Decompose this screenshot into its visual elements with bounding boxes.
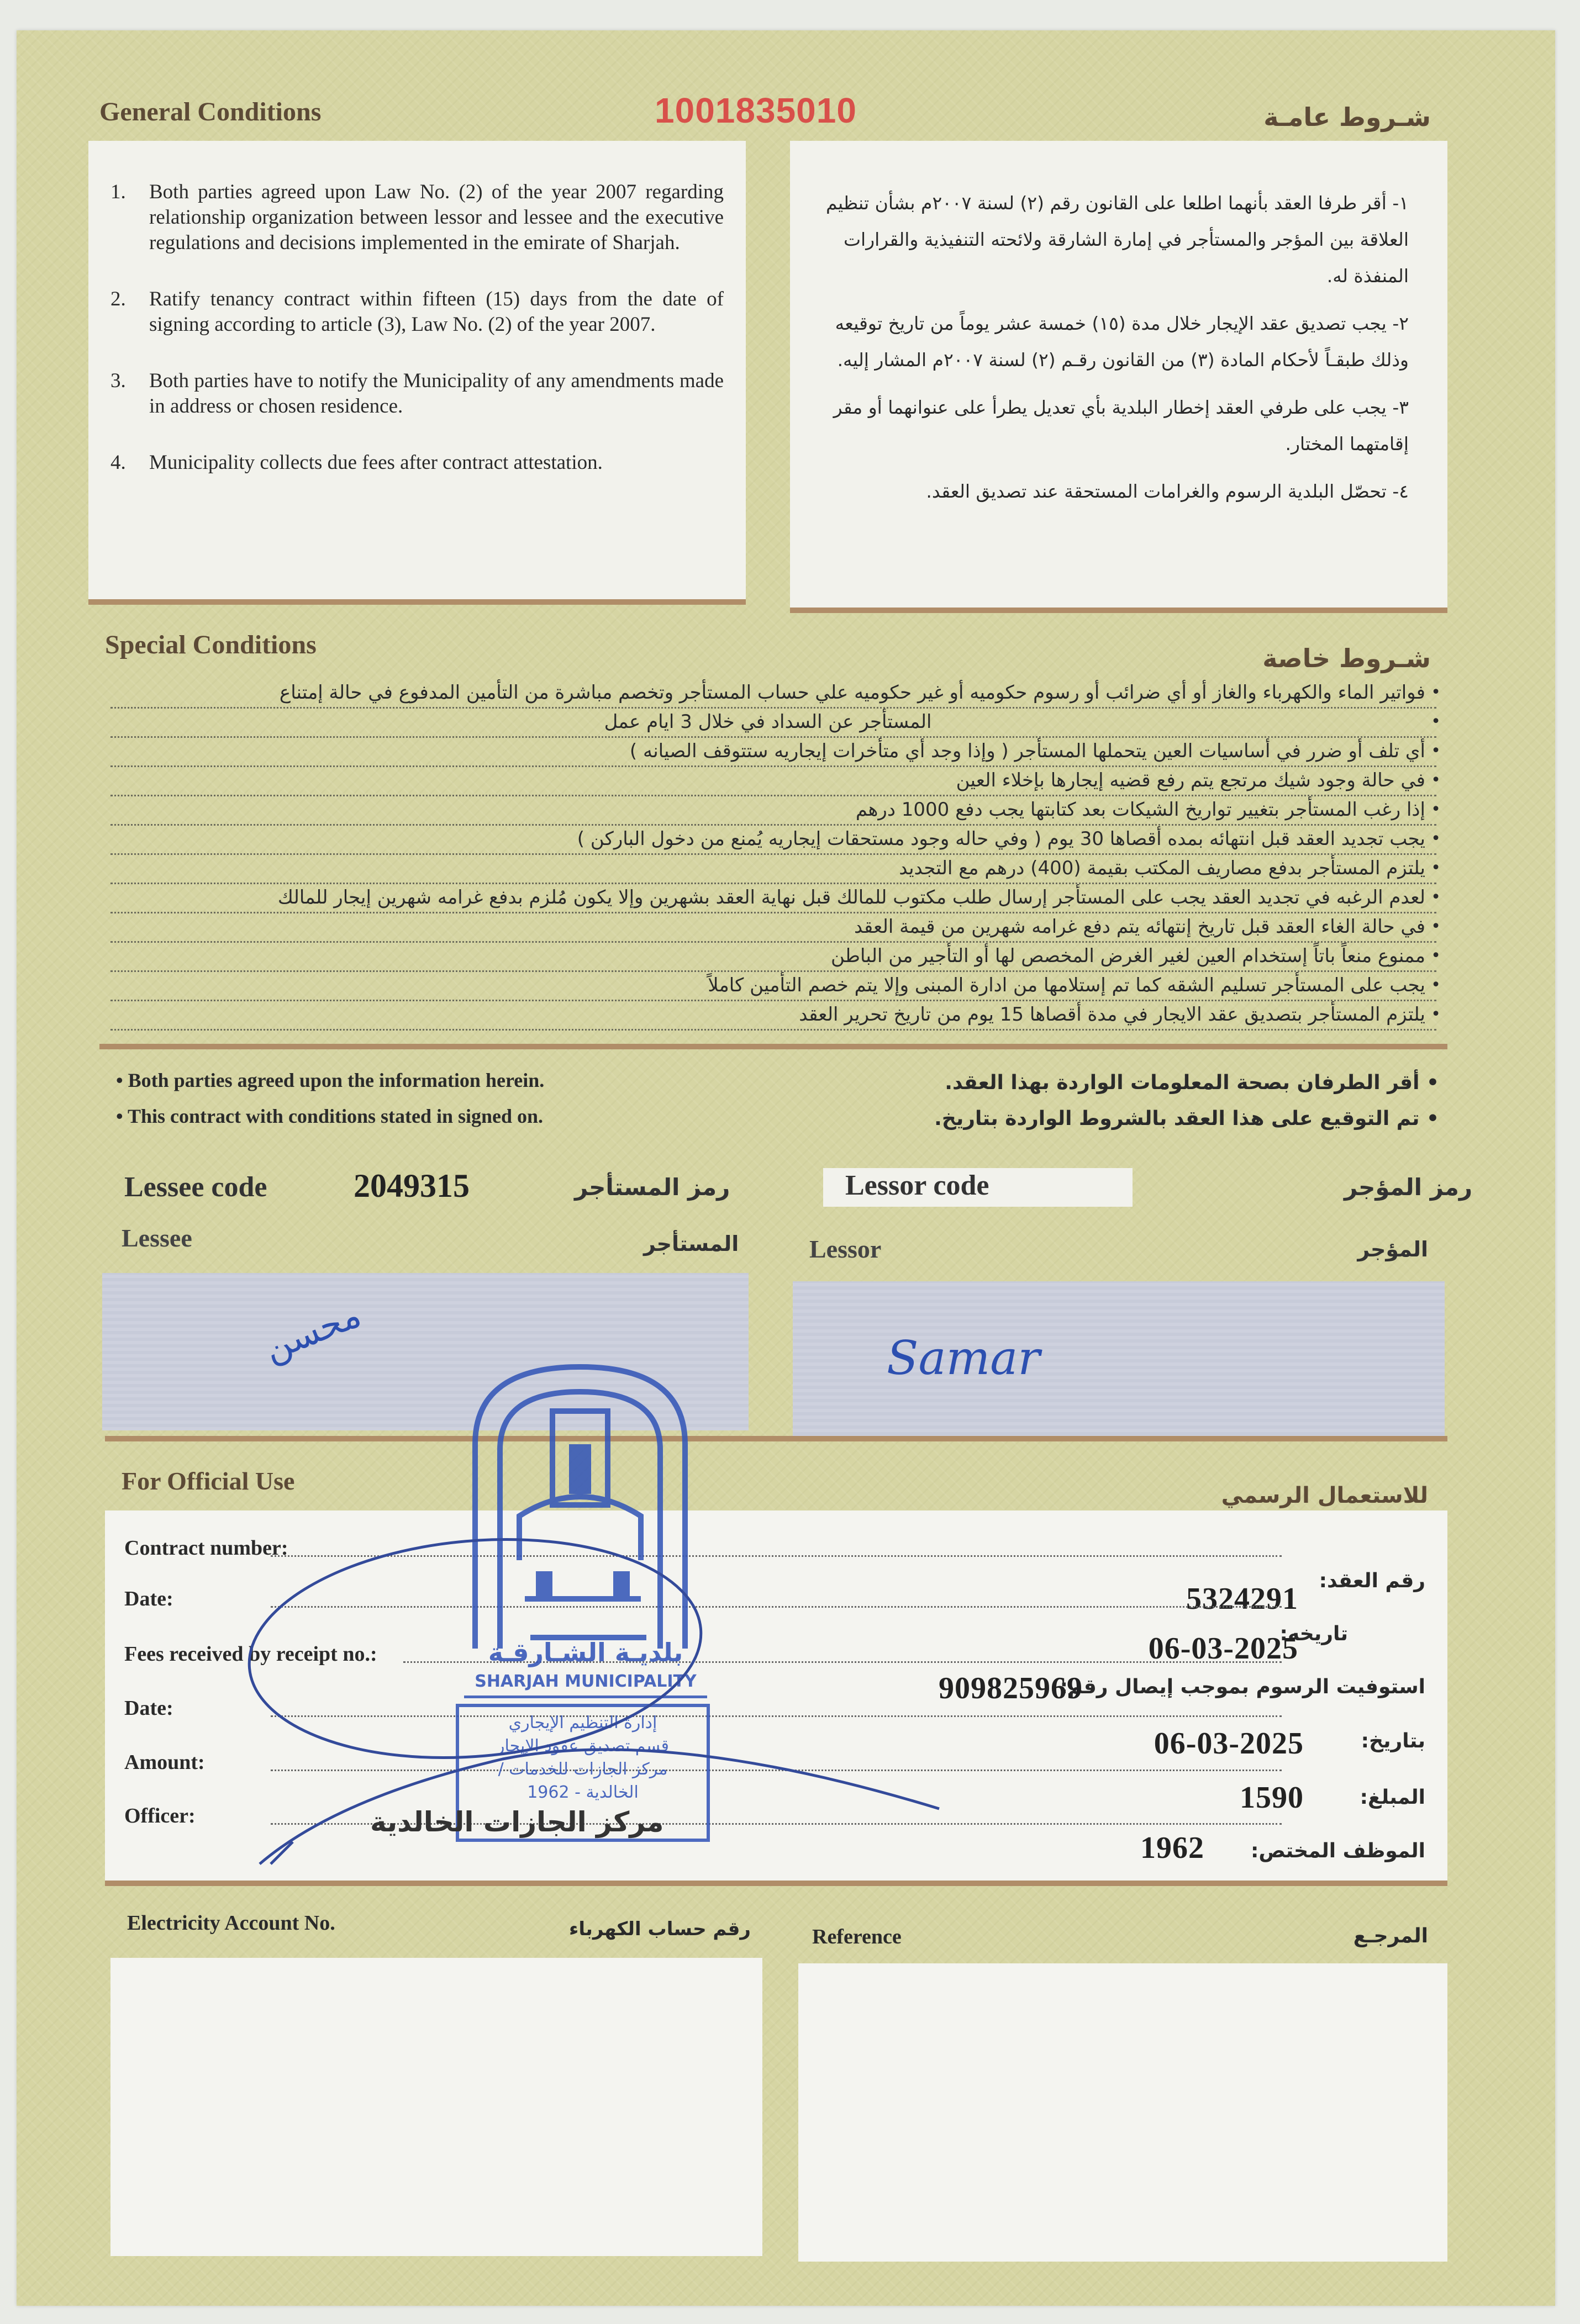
lessor-code-label: Lessor code [845, 1170, 989, 1201]
general-conditions-title-ar: شـروط عامـة [1263, 102, 1431, 132]
official-row-receipt-date: Date: بتاريخ: 06-03-2025 [124, 1697, 1425, 1761]
reference-label-ar: المرجـع [1353, 1925, 1428, 1947]
lessee-code-label-ar: رمز المستأجر [575, 1174, 730, 1201]
special-conditions-title-ar: شـروط خاصة [1262, 643, 1431, 673]
official-row-date: Date: تاريخه: 06-03-2025 [124, 1587, 1348, 1666]
general-condition-2: 2. Ratify tenancy contract within fifteen (15) days from the date of signing according to article (3), Law No. (2) of the year 2007. [110, 288, 724, 336]
special-condition-line: • يجب تجديد العقد قبل انتهائه بمده أقصاها 30 يوم ( وفي حاله وجود مستحقات إيجاريه يُمنع من دخول الباركن ) [110, 826, 1436, 855]
agreement-ar-2: • تم التوقيع على هذا العقد بالشروط الواردة بتاريخ. [934, 1107, 1439, 1130]
lessor-signature-box [793, 1281, 1445, 1439]
stamp-line-3: مركز الجازات للخدمات / [498, 1760, 668, 1779]
officer-signature-scribble-icon [227, 1510, 1000, 1952]
general-condition-4: 4. Municipality collects due fees after contract attestation. [110, 451, 603, 474]
official-row-contract-number: Contract number: رقم العقد: 5324291 [124, 1536, 1425, 1616]
special-condition-line: • يلتزم المستأجر بدفع مصاريف المكتب بقيمة (400) درهم مع التجديد [110, 855, 1436, 884]
receipt-date-value: 06-03-2025 [1154, 1726, 1304, 1761]
electricity-account-label-ar: رقم حساب الكهرباء [569, 1918, 751, 1940]
official-row-officer: Officer: الموظف المختص: 1962 [124, 1804, 1425, 1865]
stamp-line-4: الخالدية - 1962 [527, 1783, 639, 1802]
official-row-receipt-no: Fees received by receipt no.: استوفيت الرسوم بموجب إيصال رقم: 909825969 [124, 1642, 1425, 1705]
receipt-number-value: 909825969 [939, 1671, 1083, 1705]
special-condition-line: • يجب على المستأجر تسليم الشقه كما تم إستلامها من ادارة المبنى وإلا يتم خصم التأمين كاملاً [110, 972, 1436, 1001]
reference-label: Reference [812, 1925, 902, 1948]
serial-number: 1001835010 [655, 91, 857, 130]
official-row-amount: Amount: المبلغ: 1590 [124, 1751, 1425, 1815]
general-condition-ar-1: ١- أقر طرفا العقد بأنهما اطلعا على القانون رقم (٢) لسنة ٢٠٠٧م بشأن تنظيم العلاقة بين المؤجر والمستأجر في إمارة الشارقة ولائحته التنفيذية والقرارات المنفذة له. [826, 192, 1409, 287]
divider [99, 1044, 1447, 1049]
general-condition-1: 1. Both parties agreed upon Law No. (2) of the year 2007 regarding relationship organization between lessor and lessee and the executive regulations and decisions implemented in the emirate of Sharjah. [110, 181, 724, 254]
special-condition-line: • لعدم الرغبه في تجديد العقد يجب على المستأجر إرسال طلب مكتوب للمالك قبل نهاية العقد بشهرين وإلا يكون مُلزم بدفع غرامه شهرين إيجار للمالك [110, 884, 1436, 913]
lessee-code-label: Lessee code [124, 1171, 267, 1203]
general-condition-ar-4: ٤- تحصّل البلدية الرسوم والغرامات المستحقة عند تصديق العقد. [926, 480, 1409, 502]
general-condition-ar-2: ٢- يجب تصديق عقد الإيجار خلال مدة (١٥) خمسة عشر يوماً من تاريخ توقيعه وذلك طبقـاً لأحكام المادة (٣) من القانون رقـم (٢) لسنة ٢٠٠٧م المشار إليه. [835, 313, 1409, 371]
general-conditions-title: General Conditions [99, 97, 322, 126]
lessor-label: Lessor [809, 1235, 882, 1263]
lessee-code-value: 2049315 [354, 1168, 470, 1204]
general-conditions-en-panel [88, 141, 746, 605]
amount-value: 1590 [1240, 1781, 1304, 1815]
stamp-name-ar: بلديـة الشـارقـة [488, 1638, 683, 1667]
lessor-code-box [823, 1168, 1133, 1207]
special-condition-line: • في حالة وجود شيك مرتجع يتم رفع قضيه إيجارها بإخلاء العين [110, 767, 1436, 796]
general-condition-3: 3. Both parties have to notify the Municipality of any amendments made in address or chosen residence. [110, 369, 724, 418]
lessor-label-ar: المؤجر [1357, 1237, 1428, 1261]
special-conditions-title: Special Conditions [105, 630, 317, 659]
official-use-title-ar: للاستعمال الرسمي [1221, 1483, 1428, 1508]
special-condition-line: • يلتزم المستأجر بتصديق عقد الايجار في مدة أقصاها 15 يوم من تاريخ تحرير العقد [110, 1001, 1436, 1031]
general-conditions-ar-panel [790, 141, 1447, 613]
special-condition-line: • إذا رغب المستأجر بتغيير تواريخ الشيكات بعد كتابتها يجب دفع 1000 درهم [110, 796, 1436, 826]
lessor-signature: Samar [887, 1331, 1040, 1385]
lessee-signature: محسن [258, 1294, 367, 1370]
contract-number-value: 5324291 [1186, 1582, 1298, 1616]
reference-box [798, 1963, 1447, 2262]
general-condition-ar-3: ٣- يجب على طرفي العقد إخطار البلدية بأي تعديل يطرأ على عنوانهما أو مقر إقامتهما المختار. [833, 397, 1409, 455]
divider [105, 1436, 1447, 1441]
officer-value: 1962 [1140, 1831, 1204, 1865]
stamp-line-2: قسم تصديق عقود الإيجار [497, 1736, 669, 1756]
special-condition-line: • المستأجر عن السداد في خلال 3 ايام عمل [110, 709, 1436, 738]
stamp-name-en: SHARJAH MUNICIPALITY [464, 1672, 707, 1698]
official-use-title: For Official Use [122, 1467, 295, 1495]
stamp-line-1: إدارة التنظيم الإيجاري [508, 1713, 657, 1733]
lessor-code-label-ar: رمز المؤجر [1344, 1174, 1472, 1201]
agreement-en-2: • This contract with conditions stated in signed on. [116, 1105, 544, 1127]
electricity-account-box [110, 1958, 762, 2256]
special-condition-line: • فواتير الماء والكهرباء والغاز أو أي ضرائب أو رسوم حكوميه أو غير حكوميه علي حساب المستأجر وتخصم مباشرة من التأمين المدفوع في حالة إمتناع [110, 679, 1436, 709]
stamp-center-text: مركز الجازات الخالدية [370, 1806, 664, 1838]
special-conditions-list [110, 679, 1436, 1031]
special-condition-line: • ممنوع منعاً باتاً إستخدام العين لغير الغرض المخصص لها أو التأجير من الباطن [110, 943, 1436, 972]
lessee-label: Lessee [122, 1224, 192, 1252]
lessee-label-ar: المستأجر [644, 1232, 739, 1256]
electricity-account-label: Electricity Account No. [127, 1911, 335, 1935]
agreement-ar-1: • أقر الطرفان بصحة المعلومات الواردة بهذا العقد. [945, 1071, 1439, 1094]
special-condition-line: • في حالة الغاء العقد قبل تاريخ إنتهائه يتم دفع غرامه شهرين من قيمة العقد [110, 913, 1436, 943]
contract-date-value: 06-03-2025 [1148, 1631, 1298, 1666]
contract-page [17, 30, 1555, 2306]
special-condition-line: • أي تلف أو ضرر في أساسيات العين يتحملها المستأجر ( وإذا وجد أي متأخرات إيجاريه ستتوقف الصيانه ) [110, 738, 1436, 767]
agreement-en-1: • Both parties agreed upon the information herein. [116, 1069, 545, 1091]
